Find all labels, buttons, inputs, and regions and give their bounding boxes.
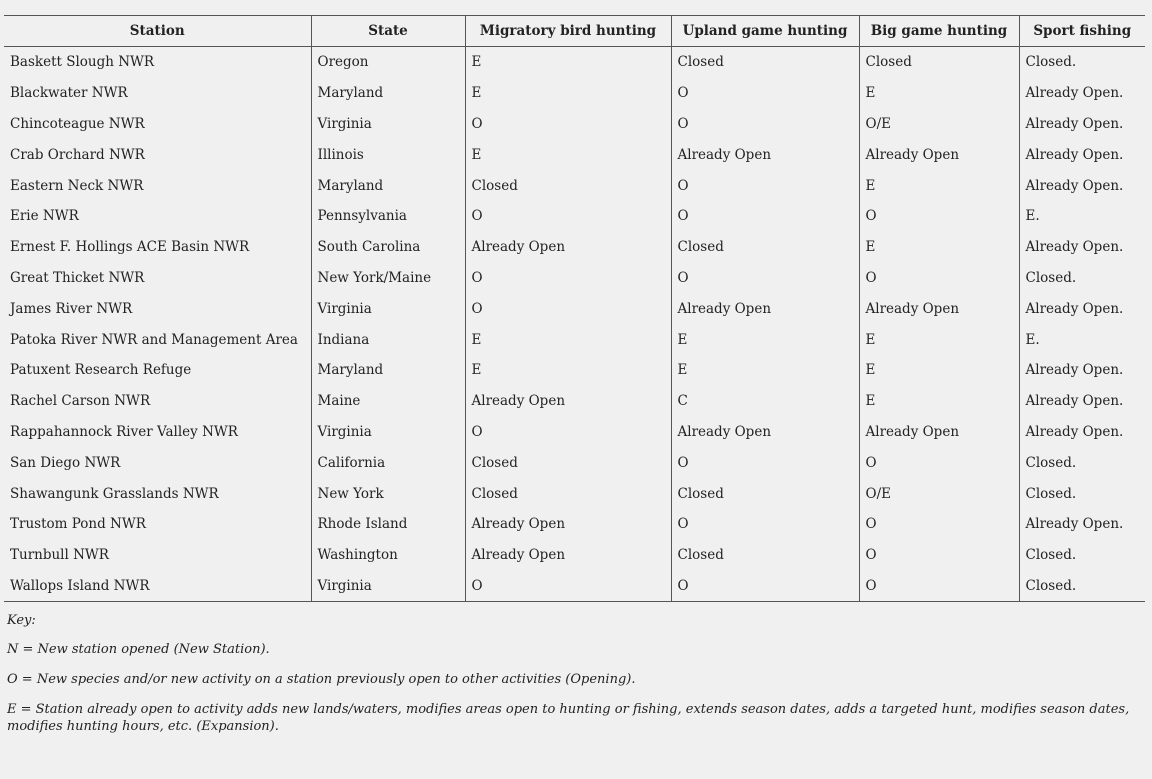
table-cell: E <box>465 139 671 170</box>
table-cell: Closed <box>465 447 671 478</box>
table-row <box>4 324 1145 355</box>
table-row <box>4 447 1145 478</box>
table-cell: E. <box>1019 201 1145 232</box>
table-row <box>4 355 1145 386</box>
table-cell: O <box>465 109 671 140</box>
table-cell: Virginia <box>311 417 465 448</box>
table-cell: Turnbull NWR <box>10 547 109 564</box>
table-cell: O <box>465 263 671 294</box>
table-cell: E <box>465 355 671 386</box>
table-cell: Already Open <box>465 540 671 571</box>
table-cell: Maryland <box>311 170 465 201</box>
table-cell: Pennsylvania <box>311 201 465 232</box>
table-cell: O <box>859 509 1019 540</box>
table-cell: Already Open. <box>1019 109 1145 140</box>
table-cell: Maryland <box>311 355 465 386</box>
table-cell: Closed. <box>1019 447 1145 478</box>
table-cell: Patoka River NWR and Management Area <box>10 331 298 348</box>
refuge-table <box>4 15 1145 602</box>
table-cell: Already Open. <box>1019 386 1145 417</box>
table-cell: Wallops Island NWR <box>4 571 311 602</box>
table-header <box>4 16 1145 47</box>
table-cell: E <box>465 47 671 78</box>
table-cell: E <box>465 324 671 355</box>
table-cell: Indiana <box>311 324 465 355</box>
table-row <box>4 478 1145 509</box>
table-row <box>4 201 1145 232</box>
table-cell: Great Thicket NWR <box>10 269 145 286</box>
table-cell: E <box>859 386 1019 417</box>
table-cell: Oregon <box>311 47 465 78</box>
table-cell: O <box>859 540 1019 571</box>
table-cell: Already Open <box>671 139 859 170</box>
table-cell: E <box>671 324 859 355</box>
column-header: Station <box>4 16 311 47</box>
table-cell: Already Open. <box>1019 232 1145 263</box>
table-cell: Rappahannock River Valley NWR <box>10 423 238 440</box>
table-cell: Patuxent Research Refuge <box>10 362 192 379</box>
table-cell: Closed <box>859 47 1019 78</box>
table-cell: Crab Orchard NWR <box>10 146 145 163</box>
table-cell: Chincoteague NWR <box>10 115 145 132</box>
table-cell: Closed. <box>1019 47 1145 78</box>
table-cell: E <box>859 232 1019 263</box>
table-cell: O <box>671 571 859 602</box>
table-cell: Already Open. <box>1019 355 1145 386</box>
table-cell: E <box>465 78 671 109</box>
table-cell: Already Open <box>859 139 1019 170</box>
table-row <box>4 47 1145 78</box>
table-row <box>4 232 1145 263</box>
table-row <box>4 78 1145 109</box>
table-cell: Closed <box>671 540 859 571</box>
table-cell: Maryland <box>311 78 465 109</box>
table-cell: New York/Maine <box>311 263 465 294</box>
table-cell: Blackwater NWR <box>10 85 128 102</box>
header-row <box>4 16 1145 47</box>
table-cell: Already Open. <box>1019 170 1145 201</box>
table-cell: Closed. <box>1019 571 1145 602</box>
table-cell: O <box>671 201 859 232</box>
table-cell: O <box>859 447 1019 478</box>
table-cell: O <box>859 263 1019 294</box>
table-row <box>4 386 1145 417</box>
key-notes <box>7 612 1137 735</box>
table-row <box>4 139 1145 170</box>
table-cell: South Carolina <box>311 232 465 263</box>
table-cell: Already Open <box>465 232 671 263</box>
table-cell: James River NWR <box>10 300 133 317</box>
table-cell: Closed. <box>1019 263 1145 294</box>
key-note-n: N = New station opened (New Station). <box>7 642 270 658</box>
table-cell: Already Open. <box>1019 417 1145 448</box>
table-row <box>4 417 1145 448</box>
table-cell: E <box>859 324 1019 355</box>
table-cell: Maine <box>311 386 465 417</box>
table-cell: O <box>671 170 859 201</box>
table-cell: Illinois <box>311 139 465 170</box>
table-cell: E <box>671 355 859 386</box>
table-cell: O <box>671 109 859 140</box>
table-cell: O <box>671 263 859 294</box>
table-cell: O <box>465 201 671 232</box>
table-cell: Closed. <box>1019 478 1145 509</box>
table-cell: O/E <box>859 109 1019 140</box>
table-row <box>4 263 1145 294</box>
table-cell: Already Open <box>859 417 1019 448</box>
table-cell: Closed <box>671 47 859 78</box>
key-note-o: O = New species and/or new activity on a station previously open to other activities (Opening). <box>7 672 636 688</box>
table-cell: Closed. <box>1019 540 1145 571</box>
table-cell: Already Open. <box>1019 78 1145 109</box>
table-cell: O <box>859 571 1019 602</box>
column-header: Big game hunting <box>859 16 1019 47</box>
table-cell: Already Open. <box>1019 509 1145 540</box>
table-cell: E. <box>1019 324 1145 355</box>
table-cell: Closed <box>465 170 671 201</box>
column-header: State <box>311 16 465 47</box>
table-cell: E <box>859 170 1019 201</box>
table-cell: Already Open <box>859 293 1019 324</box>
table-row <box>4 109 1145 140</box>
table-cell: O <box>465 293 671 324</box>
table-cell: California <box>311 447 465 478</box>
table-cell: O <box>671 447 859 478</box>
key-note-e: E = Station already open to activity adds new lands/waters, modifies areas open to hunting or fishing, extends season dates, adds a targeted hunt, modifies season dates, modifies hunting hours, etc. (Expansion). <box>7 702 1130 735</box>
table-cell: Already Open <box>671 417 859 448</box>
table-cell: Already Open <box>465 509 671 540</box>
table-row <box>4 170 1145 201</box>
table-cell: Baskett Slough NWR <box>10 54 155 71</box>
table-cell: O <box>465 417 671 448</box>
table-cell: Closed <box>671 232 859 263</box>
table-body <box>4 47 1145 602</box>
table-cell: O/E <box>859 478 1019 509</box>
table-cell: Virginia <box>311 571 465 602</box>
table-cell: Already Open. <box>1019 139 1145 170</box>
table-cell: Virginia <box>311 109 465 140</box>
table-cell: San Diego NWR <box>10 454 121 471</box>
table-cell: Washington <box>311 540 465 571</box>
table-cell: Ernest F. Hollings ACE Basin NWR <box>10 239 250 256</box>
table-cell: Already Open <box>465 386 671 417</box>
table-cell: O <box>465 571 671 602</box>
table-cell: Trustom Pond NWR <box>10 516 146 533</box>
column-header: Migratory bird hunting <box>465 16 671 47</box>
table-cell: Shawangunk Grasslands NWR <box>10 485 219 502</box>
table-row <box>4 293 1145 324</box>
table-cell: New York <box>311 478 465 509</box>
table-cell: Closed <box>671 478 859 509</box>
table-cell: Closed <box>465 478 671 509</box>
table-cell: O <box>671 78 859 109</box>
key-heading: Key: <box>7 613 36 629</box>
table-cell: Erie NWR <box>10 208 79 225</box>
table-cell: Already Open. <box>1019 293 1145 324</box>
table-cell: Virginia <box>311 293 465 324</box>
table-cell: E <box>859 78 1019 109</box>
table-cell: E <box>859 355 1019 386</box>
table-cell: Rachel Carson NWR <box>10 393 151 410</box>
table-cell: O <box>859 201 1019 232</box>
table-cell: Already Open <box>671 293 859 324</box>
table-cell: Eastern Neck NWR <box>10 177 144 194</box>
table-cell: Rhode Island <box>311 509 465 540</box>
table-cell: O <box>671 509 859 540</box>
table-cell: C <box>671 386 859 417</box>
column-header: Upland game hunting <box>671 16 859 47</box>
table-row <box>4 509 1145 540</box>
table-row <box>4 540 1145 571</box>
column-header: Sport fishing <box>1019 16 1145 47</box>
table-row <box>4 571 1145 602</box>
